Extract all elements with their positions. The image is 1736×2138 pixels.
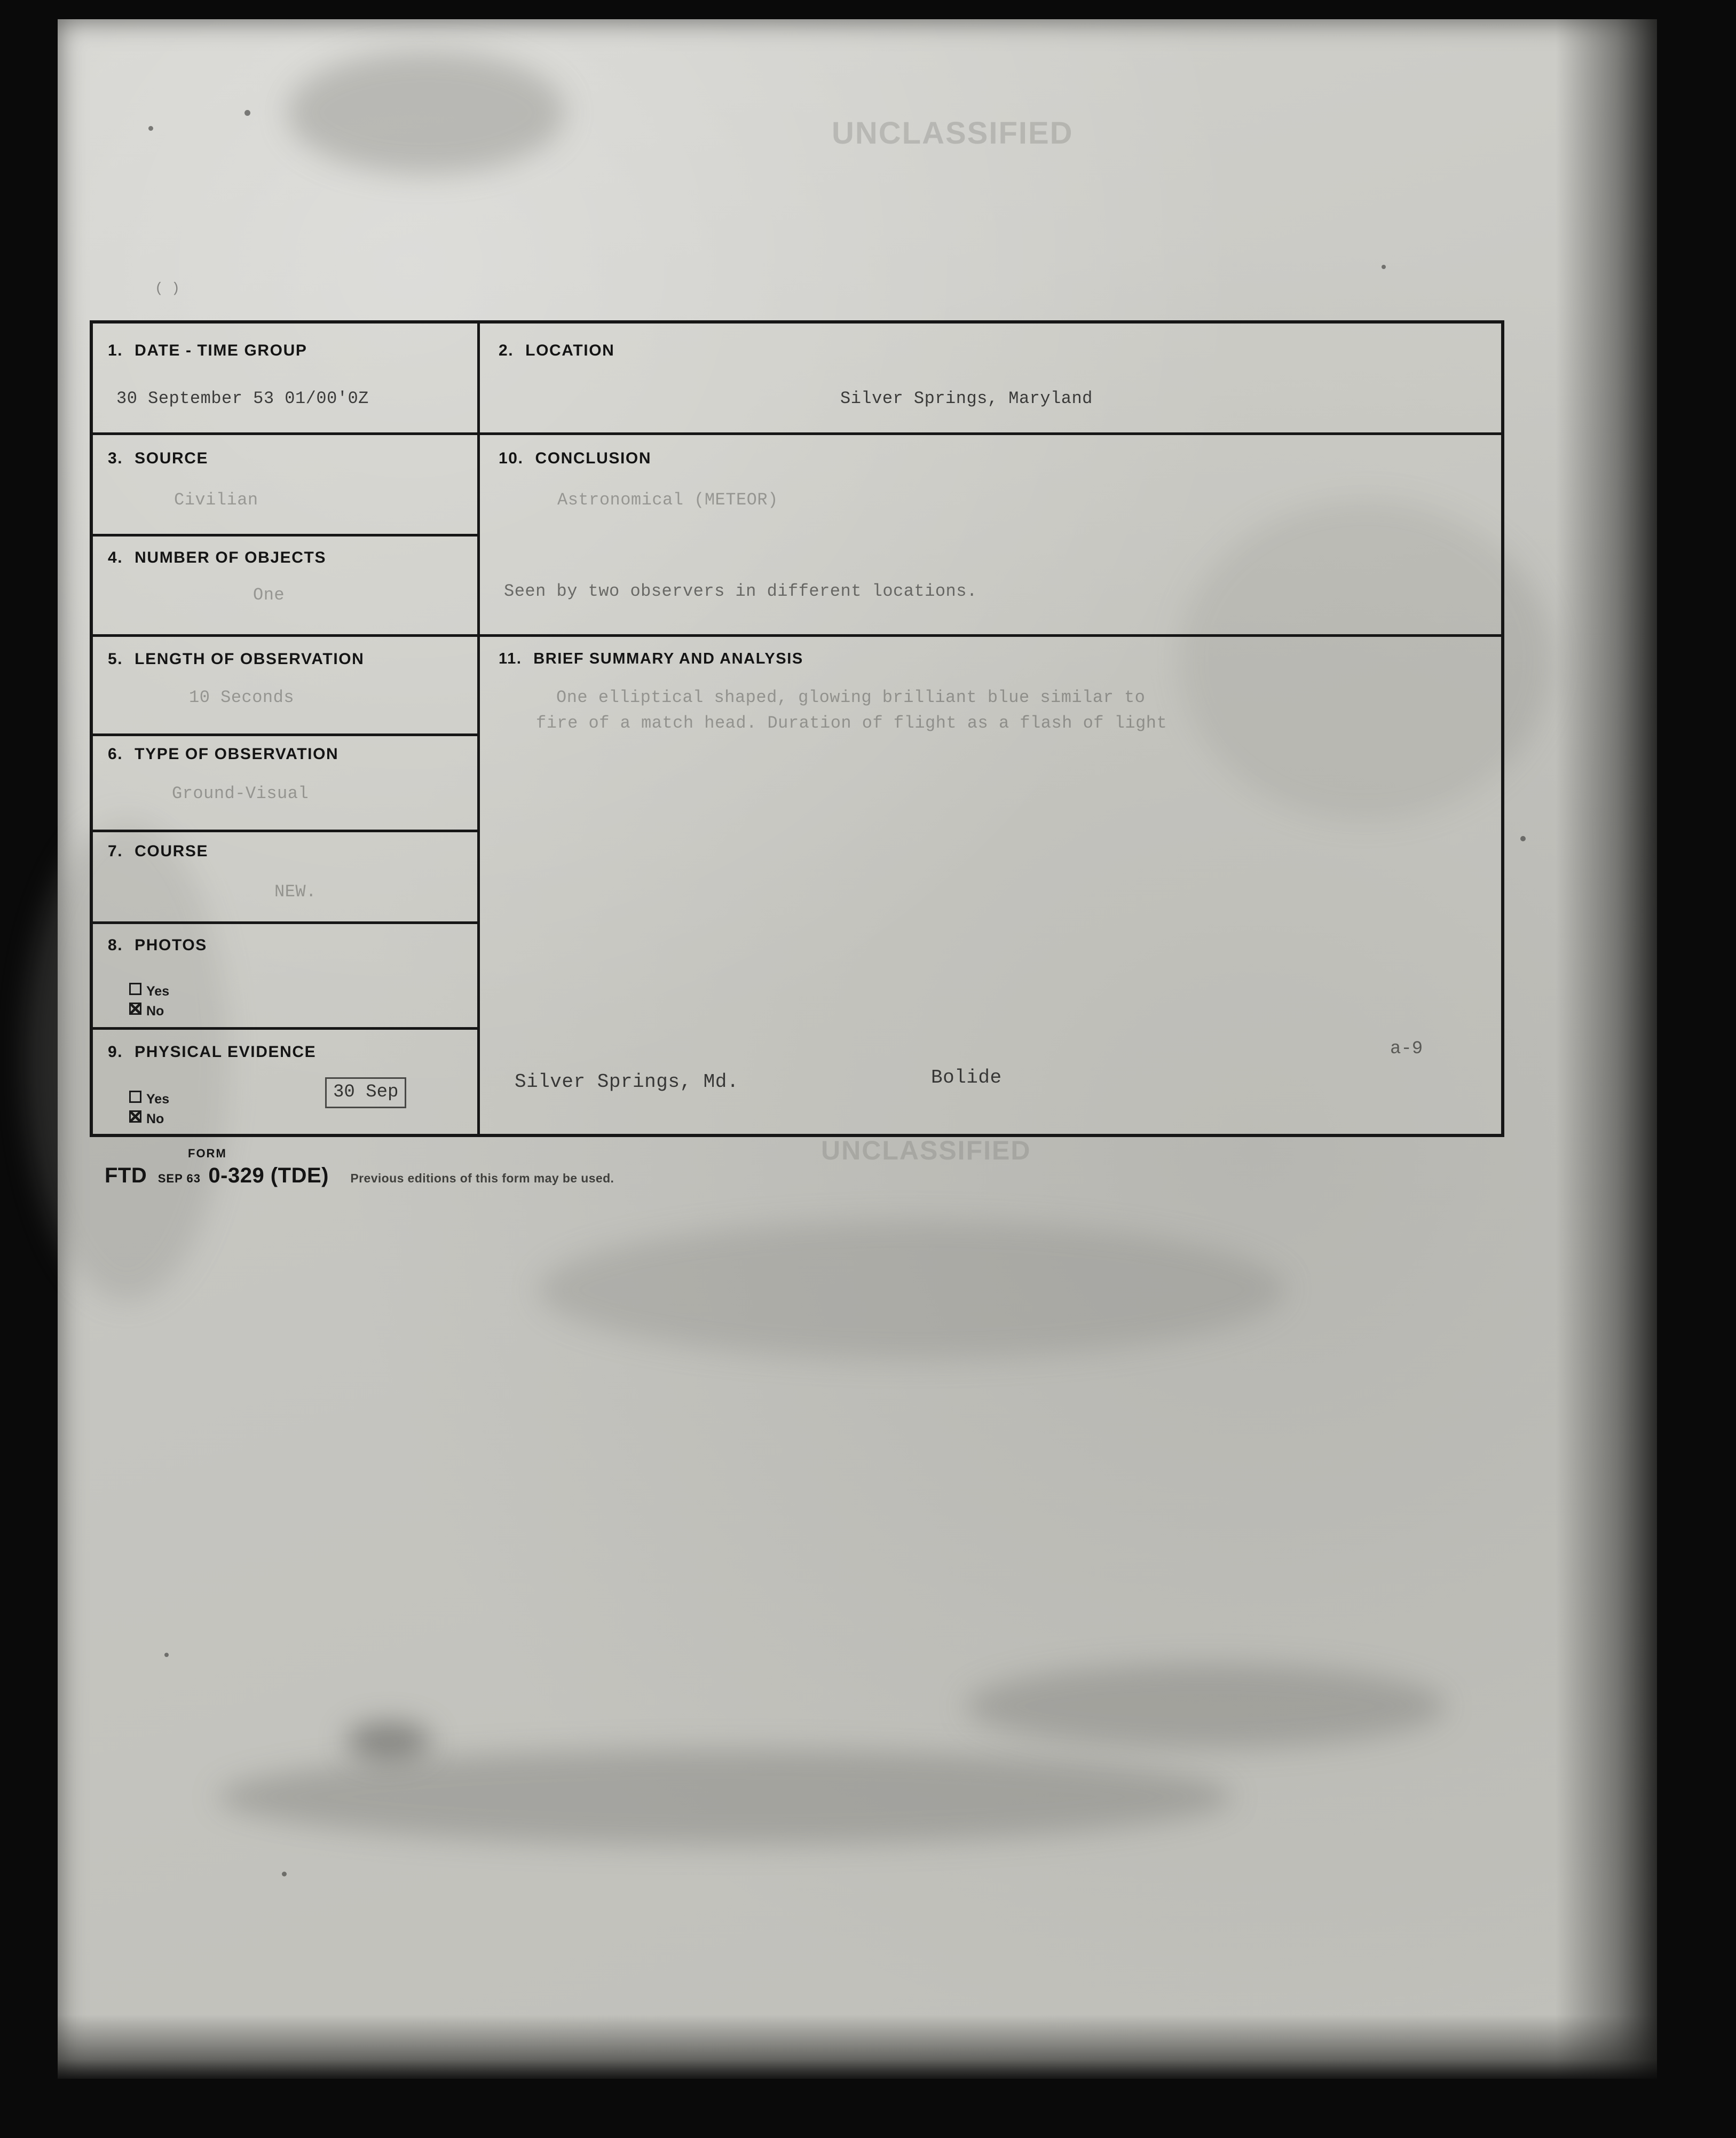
- field-1-value: 30 September 53 01/00'0Z: [116, 389, 369, 408]
- field-9-no-label: No: [146, 1111, 164, 1126]
- field-8-label: [108, 936, 207, 954]
- date-stamp: 30 Sep: [325, 1077, 406, 1108]
- field-3-value: Civilian: [174, 490, 258, 510]
- field-9-name: PHYSICAL EVIDENCE: [135, 1043, 317, 1061]
- field-6-value: Ground-Visual: [172, 784, 309, 803]
- field-5-value: 10 Seconds: [189, 688, 295, 707]
- field-2-value: Silver Springs, Maryland: [840, 389, 1093, 408]
- field-11-line-2: fire of a match head. Duration of flight as a flash of light: [536, 713, 1167, 733]
- field-3-name: SOURCE: [135, 449, 209, 467]
- form-word-label: FORM: [188, 1147, 227, 1160]
- smudge-blob-left: [346, 1722, 431, 1760]
- field-5-name: LENGTH OF OBSERVATION: [135, 650, 365, 668]
- annotation-location: Silver Springs, Md.: [515, 1071, 739, 1093]
- ghost-heading-2: UNCLASSIFIED: [821, 1135, 1031, 1165]
- field-9-yes-option[interactable]: [129, 1091, 169, 1107]
- field-2-label: [499, 342, 614, 360]
- field-10-label: [499, 449, 651, 468]
- speck-5: [164, 1653, 169, 1657]
- annotation-object: Bolide: [931, 1067, 1002, 1088]
- field-4-number: 4.: [108, 549, 123, 566]
- row-divider-6: [93, 921, 480, 924]
- field-11-line-1: One elliptical shaped, glowing brilliant blue similar to: [556, 688, 1146, 707]
- field-9-no-option[interactable]: [129, 1110, 164, 1127]
- field-11-label: [499, 650, 803, 668]
- row-divider-3: [93, 634, 1502, 637]
- field-2-number: 2.: [499, 342, 514, 359]
- field-10-name: CONCLUSION: [535, 449, 652, 467]
- speck-2: [244, 110, 250, 116]
- field-8-yes-label: Yes: [146, 984, 170, 999]
- field-6-label: [108, 745, 338, 763]
- speck-3: [1382, 265, 1386, 269]
- corner-mark: ( ): [155, 280, 180, 296]
- field-1-label: [108, 342, 307, 360]
- field-8-number: 8.: [108, 936, 123, 954]
- stain-bottom-wide: [218, 1749, 1232, 1845]
- checkbox-checked-icon[interactable]: [129, 1003, 141, 1015]
- field-5-label: [108, 650, 364, 668]
- stain-center-lower: [538, 1220, 1285, 1359]
- field-2-name: LOCATION: [525, 342, 615, 359]
- field-4-label: [108, 549, 326, 567]
- speck-4: [1520, 836, 1526, 841]
- form-footer: [105, 1164, 614, 1188]
- stain-top-center: [287, 51, 565, 174]
- field-7-value: NEW.: [274, 882, 317, 902]
- field-4-name: NUMBER OF OBJECTS: [135, 549, 327, 566]
- field-8-no-label: No: [146, 1004, 164, 1019]
- footer-note: Previous editions of this form may be used.: [350, 1171, 614, 1185]
- checkbox-icon[interactable]: [129, 1091, 141, 1103]
- field-8-yes-option[interactable]: [129, 983, 169, 999]
- speck-1: [148, 126, 153, 131]
- row-divider-4: [93, 733, 480, 736]
- field-5-number: 5.: [108, 650, 123, 668]
- footer-form-number: 0-329 (TDE): [208, 1164, 329, 1187]
- ufo-record-card: [90, 320, 1504, 1137]
- field-7-name: COURSE: [135, 842, 209, 860]
- field-1-name: DATE - TIME GROUP: [135, 342, 307, 359]
- field-10-number: 10.: [499, 449, 524, 467]
- field-9-yes-label: Yes: [146, 1092, 170, 1107]
- ghost-heading-1: UNCLASSIFIED: [832, 116, 1074, 151]
- checkbox-icon[interactable]: [129, 983, 141, 995]
- checkbox-checked-icon[interactable]: [129, 1110, 141, 1123]
- row-divider-7: [93, 1027, 480, 1030]
- row-divider-2: [93, 534, 480, 537]
- field-7-number: 7.: [108, 842, 123, 860]
- field-3-number: 3.: [108, 449, 123, 467]
- field-9-number: 9.: [108, 1043, 123, 1061]
- field-4-value: One: [253, 585, 285, 605]
- field-6-number: 6.: [108, 745, 123, 763]
- page-edge-shadow-right: [1556, 19, 1657, 2079]
- field-8-name: PHOTOS: [135, 936, 207, 954]
- field-11-number: 11.: [499, 650, 522, 667]
- page-number: a-9: [1390, 1039, 1423, 1059]
- field-10-extra: Seen by two observers in different locations.: [504, 581, 977, 601]
- field-7-label: [108, 842, 208, 861]
- footer-date-code: SEP 63: [157, 1172, 201, 1185]
- field-1-number: 1.: [108, 342, 123, 359]
- field-6-name: TYPE OF OBSERVATION: [135, 745, 339, 763]
- row-divider-5: [93, 830, 480, 832]
- field-3-label: [108, 449, 208, 468]
- page-edge-shadow-bottom: [58, 2015, 1657, 2079]
- column-divider: [477, 324, 480, 1134]
- field-10-value: Astronomical (METEOR): [557, 490, 778, 510]
- field-8-no-option[interactable]: [129, 1003, 164, 1019]
- speck-6: [282, 1872, 287, 1876]
- footer-agency: FTD: [105, 1164, 147, 1187]
- row-divider-1: [93, 432, 1502, 435]
- field-9-label: [108, 1043, 316, 1061]
- stain-bottom-right: [965, 1663, 1446, 1749]
- field-11-name: BRIEF SUMMARY AND ANALYSIS: [533, 650, 803, 667]
